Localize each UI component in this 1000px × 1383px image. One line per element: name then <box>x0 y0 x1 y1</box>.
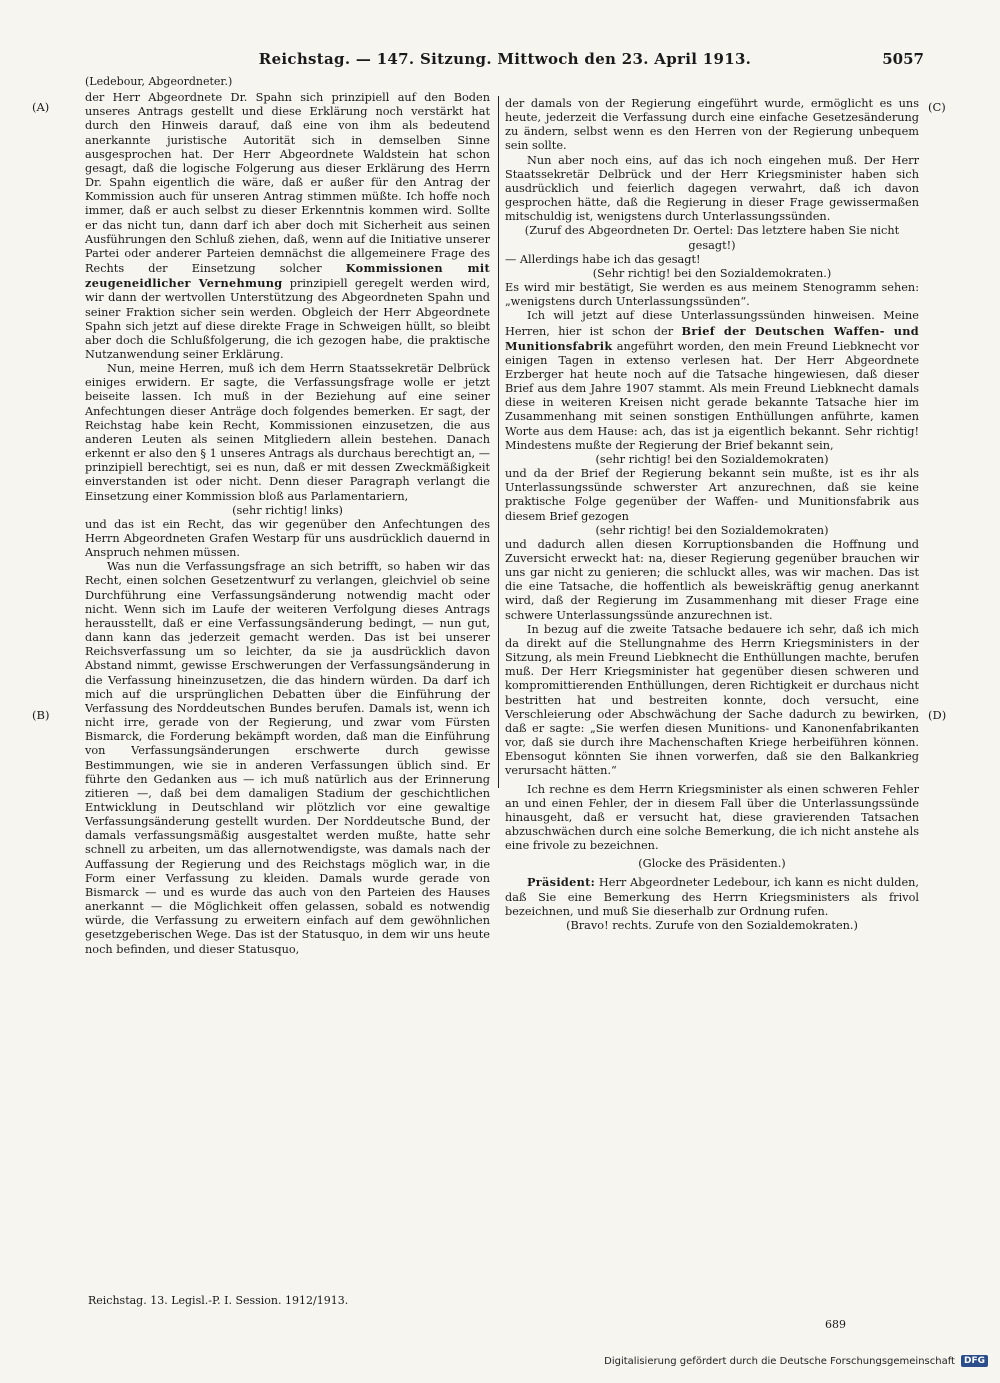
left-column <box>85 75 490 957</box>
paragraph: der damals von der Regierung eingeführt wurde, ermöglicht es uns heute, jederzeit die Verfassung durch eine einfache Gesetzesänderung zu ändern, selbst wenn es den Herren von der Regierung unbequem sein sollte. <box>505 97 919 153</box>
margin-marker-c: (C) <box>928 100 946 114</box>
page-header <box>86 48 924 72</box>
paragraph: Was nun die Verfassungsfrage an sich betrifft, so haben wir das Recht, einen solchen Gesetzentwurf zu verlangen, gleichviel ob seine Durchführung eine Verfassungsänderung notwendig macht oder nicht. Wenn sich im Laufe der weiteren Verfolgung dieses Antrags herausstellt, daß er eine Verfassungsänderung bedingt, — nun gut, dann kann das jederzeit gemacht werden. Das ist bei unserer Reichsverfassung um so leichter, da sie ja ausdrücklich davon Abstand nimmt, gewisse Erschwerungen der Verfassungsänderung in die Verfassung hineinzusetzen, die das hindern würden. Da darf ich mich auf die ursprünglichen Debatten über die Einführung der Verfassung des Norddeutschen Bundes berufen. Damals ist, wenn ich nicht irre, gerade von der Regierung, und zwar vom Fürsten Bismarck, die Forderung bekämpft worden, daß man die Einführung von Verfassungsänderungen erschwerte durch gewisse Bestimmungen, wie sie in anderen Verfassungen üblich sind. Er führte den Gedanken aus — ich muß natürlich aus der Erinnerung zitieren —, daß bei dem damaligen Stadium der geschichtlichen Entwicklung in Deutschland wir plötzlich vor eine gewaltige Verfassungsänderung gestellt wurden. Der Norddeutsche Bund, der damals verfassungsmäßig ausgestaltet werden mußte, hatte sehr schnell zu arbeiten, um das allernotwendigste, was damals nach der Auffassung der Regierung und des Reichstags möglich war, in die Form einer Verfassung zu kleiden. Damals wurde gerade von Bismarck — und es wurde das auch von den Parteien des Hauses anerkannt — die Möglichkeit offen gelassen, sobald es notwendig würde, die Verfassung zu erweitern einfach auf dem gewöhnlichen gesetzgeberischen Wege. Das ist der Statusquo, in dem wir uns heute noch befinden, und dieser Statusquo, <box>85 560 490 956</box>
footer-signature: 689 <box>825 1318 846 1331</box>
dfg-credit <box>604 1355 988 1367</box>
paragraph: Präsident: Herr Abgeordneter Ledebour, ich kann es nicht dulden, daß Sie eine Bemerkung des Herrn Kriegsministers als frivol bezeichnen, und muß Sie dieserhalb zur Ordnung rufen. <box>505 875 920 918</box>
margin-marker-d: (D) <box>928 708 947 722</box>
interjection: (Glocke des Präsidenten.) <box>638 857 786 871</box>
margin-marker-a: (A) <box>32 100 50 114</box>
interjection: (Zuruf des Abgeordneten Dr. Oertel: Das letztere haben Sie nicht gesagt!) <box>524 224 900 252</box>
page-number: 5057 <box>882 50 924 68</box>
paragraph: Es wird mir bestätigt, Sie werden es aus meinem Stenogramm sehen: „wenigstens durch Unterlassungssünden“. <box>505 281 919 309</box>
margin-marker-b: (B) <box>32 708 50 722</box>
paragraph: und das ist ein Recht, das wir gegenüber den Anfechtungen des Herrn Abgeordneten Grafen Westarp für uns ausdrücklich dauernd in Anspruch nehmen müssen. <box>85 517 490 560</box>
paragraph: Nun aber noch eins, auf das ich noch eingehen muß. Der Herr Staatssekretär Delbrück und der Herr Kriegsminister haben sich ausdrücklich und feierlich dagegen verwahrt, daß ich davon gesprochen hätte, daß die Regierung in dieser Frage gewissermaßen mitschuldig ist, wenigstens durch Unterlassungssünden. <box>505 153 919 224</box>
paragraph: In bezug auf die zweite Tatsache bedauere ich sehr, daß ich mich da direkt auf die Stellungnahme des Herrn Kriegsministers in der Sitzung, als mein Freund Liebknecht die Enthüllungen machte, berufen muß. Der Herr Kriegsminister hat gegenüber diesen schweren und kompromittierenden Enthüllungen, deren Richtigkeit er durchaus nicht bestritten hat und bestreiten konnte, doch versucht, eine Verschleierung oder Abschwächung der Sache dadurch zu bewirken, daß er sagte: „Sie werfen diesen Munitions- und Kanonenfabrikanten vor, daß sie durch ihre Machenschaften Kriege herbeiführen können. Ebensogut könnten Sie ihnen vorwerfen, daß sie den Balkankrieg verursacht hätten.“ <box>505 622 919 778</box>
paragraph: Ich rechne es dem Herrn Kriegsminister als einen schweren Fehler an und einen Fehler, der in diesem Fall über die Unterlassungssünde hinausgeht, daß er versucht hat, diese gravierenden Tatsachen abzuschwächen durch eine solche Bemerkung, die ich nicht anstehe als eine frivole zu bezeichnen. <box>505 782 919 853</box>
interjection: (Sehr richtig! bei den Sozialdemokraten.) <box>592 266 832 280</box>
paragraph: — Allerdings habe ich das gesagt! <box>505 252 701 266</box>
bold-phrase: Brief der Deutschen Waffen- und Munitionsfabrik <box>505 323 919 353</box>
dfg-logo-icon: DFG <box>961 1355 988 1367</box>
interjection: (sehr richtig! links) <box>232 503 343 517</box>
dfg-text: Digitalisierung gefördert durch die Deutsche Forschungsgemeinschaft <box>604 1355 955 1367</box>
interjection: (sehr richtig! bei den Sozialdemokraten) <box>595 452 829 466</box>
right-column <box>505 97 919 933</box>
paragraph: Ich will jetzt auf diese Unterlassungssünden hinweisen. Meine Herren, hier ist schon der Brief der Deutschen Waffen- und Munitionsfabrik angeführt worden, den mein Freund Liebknecht vor einigen Tagen in extenso verlesen hat. Der Herr Abgeordnete Erzberger hat heute noch auf die Tatsache hingewiesen, daß dieser Brief aus dem Jahre 1907 stammt. Als mein Freund Liebknecht damals diese in weiteren Kreisen nicht gerade bekannte Tatsache hier im Zusammenhang mit seinen sonstigen Enthüllungen anführte, kamen Worte aus dem Hause: ach, das ist ja eigentlich bekannt. Sehr richtig! Mindestens mußte der Regierung der Brief bekannt sein, <box>505 309 919 452</box>
paragraph: und dadurch allen diesen Korruptionsbanden die Hoffnung und Zuversicht erweckt hat: na, dieser Regierung gegenüber brauchen wir uns gar nicht zu genieren; die schluckt alles, was wir machen. Das ist die eine Tatsache, die hoffentlich als beweiskräftig genug anerkannt wird, daß der Regierung im Zusammenhang mit dieser Frage eine schwere Unterlassungssünde anzurechnen ist. <box>505 537 919 622</box>
paragraph: Nun, meine Herren, muß ich dem Herrn Staatssekretär Delbrück einiges erwidern. Er sagte, die Verfassungsfrage wolle er jetzt beiseite lassen. Ich muß in der Beziehung auf eine seiner Anfechtungen dieser Anträge doch folgendes bemerken. Er sagt, der Reichstag habe kein Recht, Kommissionen einzusetzen, die aus anderen Leuten als seinen Mitgliedern allein bestehen. Danach erkennt er also den § 1 unseres Antrags als durchaus berechtigt an, — prinzipiell berechtigt, sei es nun, daß er mit dessen Zweckmäßigkeit einverstanden ist oder nicht. Denn dieser Paragraph verlangt die Einsetzung einer Kommission bloß aus Parlamentariern, <box>85 362 490 503</box>
interjection: (Bravo! rechts. Zurufe von den Sozialdemokraten.) <box>566 918 858 932</box>
paragraph: der Herr Abgeordnete Dr. Spahn sich prinzipiell auf den Boden unseres Antrags gestellt und diese Erklärung noch verstärkt hat durch den Hinweis darauf, daß eine von ihm als bedeutend anerkannte juristische Autorität sich in demselben Sinne ausgesprochen hat. Der Herr Abgeordnete Waldstein hat schon gesagt, daß die logische Folgerung aus dieser Erklärung des Herrn Dr. Spahn eigentlich die wäre, daß er außer für den Antrag der Kommission auch für unseren Antrag stimmen müßte. Ich hoffe noch immer, daß er auch selbst zu dieser Erkenntnis kommen wird. Sollte er das nicht tun, dann darf ich aber doch mit Sicherheit aus seinen Ausführungen den Schluß ziehen, daß, wenn auf die Initiative unserer Partei oder anderer Parteien demnächst die allgemeinere Frage des Rechts der Einsetzung solcher Kommissionen mit zeugeneidlicher Vernehmung prinzipiell geregelt werden wird, wir dann der wertvollen Unterstützung des Abgeordneten Spahn und seiner Fraktion sicher sein werden. Obgleich der Herr Abgeordnete Spahn sich jetzt auf diese direkte Frage in Schweigen hüllt, so bleibt aber doch die Schlußfolgerung, die ich gezogen habe, die praktische Nutzanwendung seiner Erklärung. <box>85 91 491 361</box>
interjection: (sehr richtig! bei den Sozialdemokraten) <box>595 523 829 537</box>
bold-phrase: Kommissionen mit zeugeneidlicher Vernehmung <box>85 261 491 291</box>
footer-session: Reichstag. 13. Legisl.-P. I. Session. 1912/1913. <box>88 1294 349 1307</box>
president-label: Präsident: <box>527 875 596 890</box>
paragraph: und da der Brief der Regierung bekannt sein mußte, ist es ihr als Unterlassungssünde schwerster Art anzurechnen, daß sie keine praktische Folge gegenüber der Waffen- und Munitionsfabrik aus diesem Brief gezogen <box>505 467 919 523</box>
column-divider <box>498 96 499 788</box>
page-title: Reichstag. — 147. Sitzung. Mittwoch den 23. April 1913. <box>258 50 752 68</box>
speaker-tag: (Ledebour, Abgeordneter.) <box>85 75 233 88</box>
